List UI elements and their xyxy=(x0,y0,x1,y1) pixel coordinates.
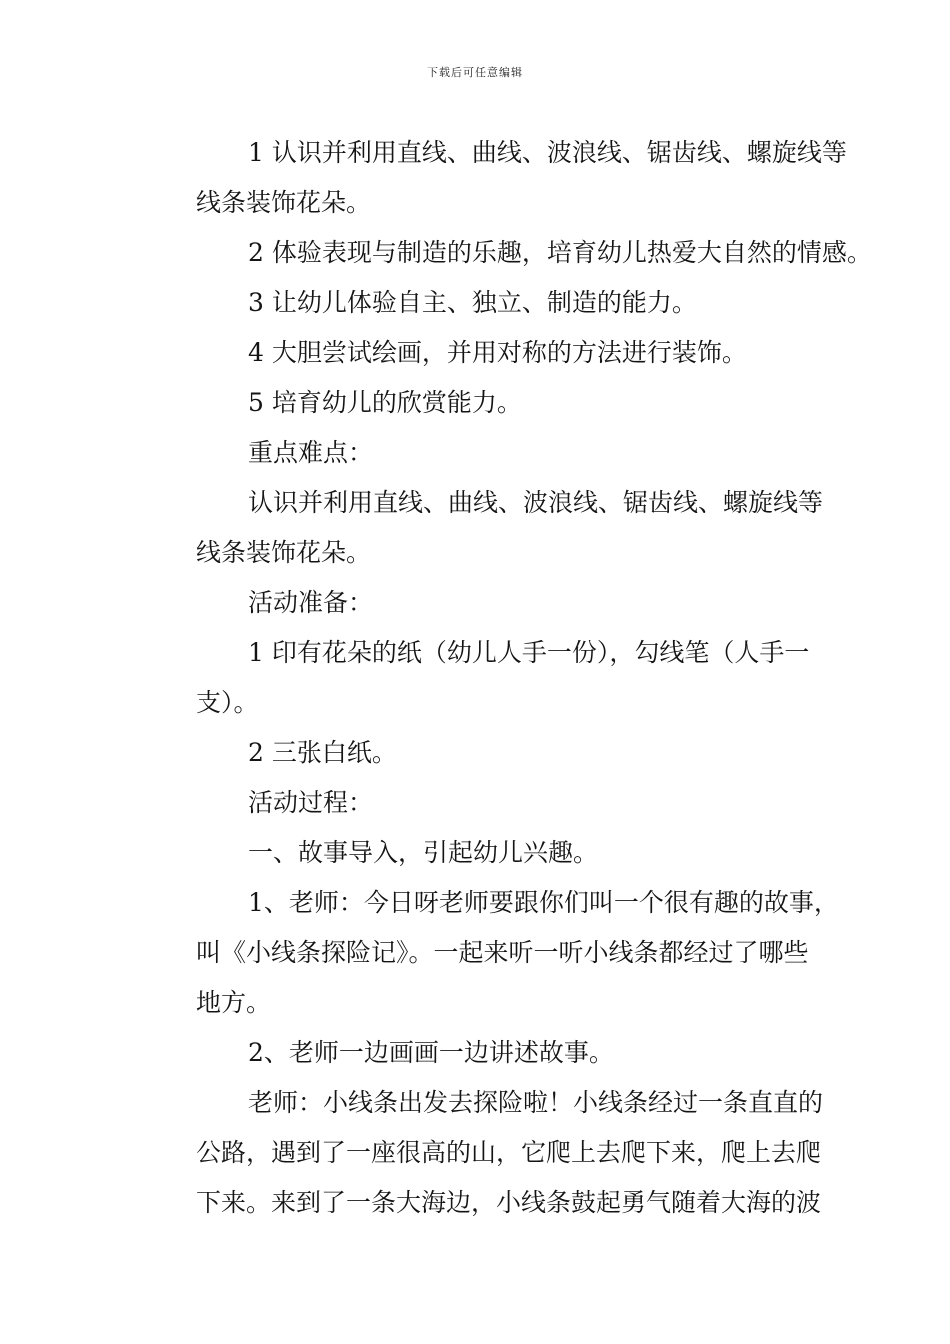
paragraph-line: 认识并利用直线、曲线、波浪线、锯齿线、螺旋线等 xyxy=(248,488,824,517)
goal-4 xyxy=(144,328,812,378)
process-step-1-1 xyxy=(144,878,839,1028)
section-heading: 重点难点： xyxy=(248,438,374,467)
paragraph-line: 5 培育幼儿的欣赏能力。 xyxy=(248,388,522,417)
paragraph-line: 老师：小线条出发去探险啦！小线条经过一条直直的 xyxy=(248,1088,824,1117)
paragraph-line: 叫《小线条探险记》。一起来听一听小线条都经过了哪些 xyxy=(196,938,809,967)
paragraph-line: 线条装饰花朵。 xyxy=(196,538,372,567)
paragraph-line: 支）。 xyxy=(196,688,259,717)
preparation-1 xyxy=(144,628,812,728)
process-step-1-2 xyxy=(144,1028,812,1078)
process-heading xyxy=(144,778,812,828)
paragraph-line: 一、故事导入，引起幼儿兴趣。 xyxy=(248,838,599,867)
story-text xyxy=(144,1078,824,1228)
key-points-text xyxy=(144,478,824,578)
paragraph-line: 2 三张白纸。 xyxy=(248,738,397,767)
document-body xyxy=(144,128,872,1228)
paragraph-line: 3 让幼儿体验自主、独立、制造的能力。 xyxy=(248,288,697,317)
paragraph-line: 1 印有花朵的纸（幼儿人手一份），勾线笔（人手一 xyxy=(248,638,810,667)
preparation-2 xyxy=(144,728,812,778)
section-heading: 活动过程： xyxy=(248,788,374,817)
preparation-heading xyxy=(144,578,812,628)
paragraph-line: 4 大胆尝试绘画，并用对称的方法进行装饰。 xyxy=(248,338,747,367)
paragraph-line: 线条装饰花朵。 xyxy=(196,188,372,217)
paragraph-line: 2、老师一边画画一边讲述故事。 xyxy=(248,1038,614,1067)
goal-2 xyxy=(144,228,872,278)
paragraph-line: 2 体验表现与制造的乐趣，培育幼儿热爱大自然的情感。 xyxy=(248,238,872,267)
goal-1 xyxy=(144,128,847,228)
section-heading: 活动准备： xyxy=(248,588,374,617)
paragraph-line: 地方。 xyxy=(196,988,272,1017)
key-points-heading xyxy=(144,428,812,478)
goal-5 xyxy=(144,378,812,428)
page-header: 下载后可任意编辑 xyxy=(427,66,523,79)
process-step-1 xyxy=(144,828,812,878)
goal-3 xyxy=(144,278,812,328)
paragraph-line: 公路，遇到了一座很高的山，它爬上去爬下来，爬上去爬 xyxy=(196,1138,822,1167)
paragraph-line: 1、老师：今日呀老师要跟你们叫一个很有趣的故事， xyxy=(248,888,839,917)
paragraph-line: 1 认识并利用直线、曲线、波浪线、锯齿线、螺旋线等 xyxy=(248,138,847,167)
paragraph-line: 下来。来到了一条大海边，小线条鼓起勇气随着大海的波 xyxy=(196,1188,822,1217)
